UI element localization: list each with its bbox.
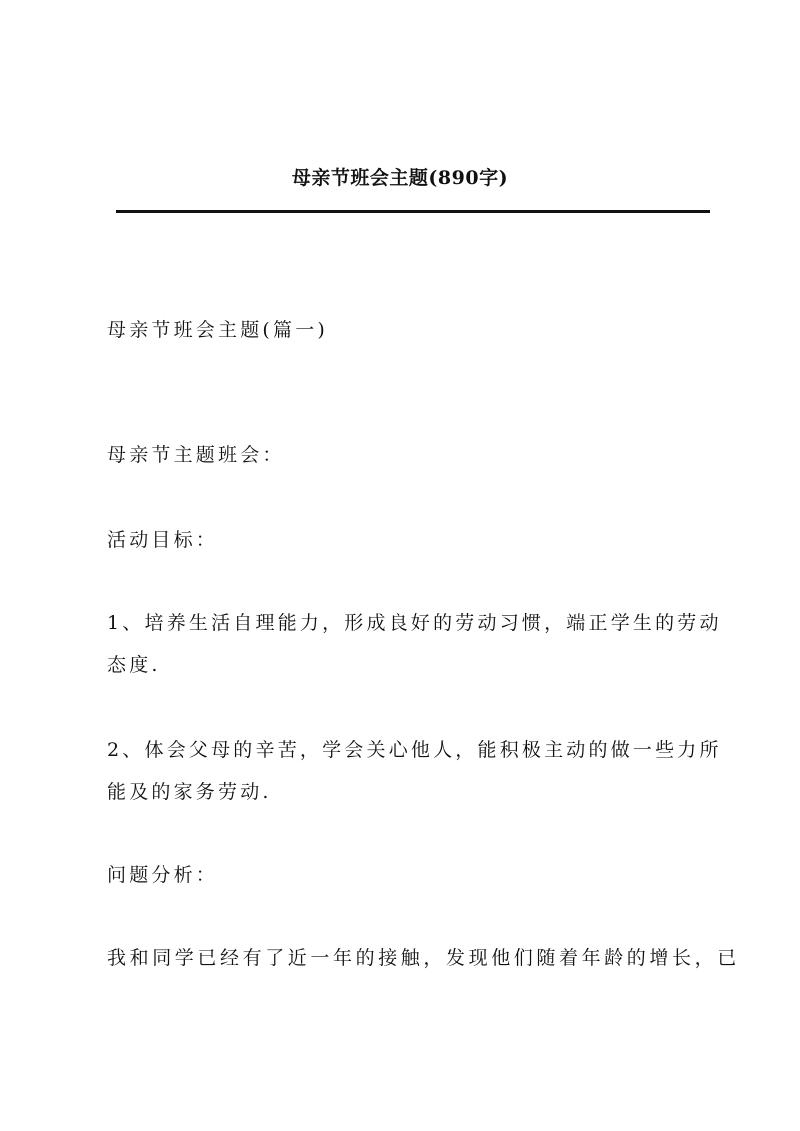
goals-heading: 活动目标： (107, 529, 219, 551)
analysis-line-1: 我和同学已经有了近一年的接触，发现他们随着年龄的增长，已 (107, 947, 740, 969)
goal-1-line-2: 态度. (107, 654, 161, 676)
section-heading: 母亲节班会主题(篇一) (107, 319, 329, 341)
meeting-heading: 母亲节主题班会： (107, 444, 285, 466)
analysis-heading: 问题分析： (107, 864, 219, 886)
title-divider (116, 210, 710, 213)
goal-2-line-1: 2、体会父母的辛苦，学会关心他人，能积极主动的做一些力所 (107, 739, 722, 761)
goal-2-line-2: 能及的家务劳动. (107, 781, 272, 803)
goal-1-line-1: 1、培养生活自理能力，形成良好的劳动习惯，端正学生的劳动 (107, 612, 722, 634)
document-title: 母亲节班会主题(890字) (291, 167, 509, 189)
